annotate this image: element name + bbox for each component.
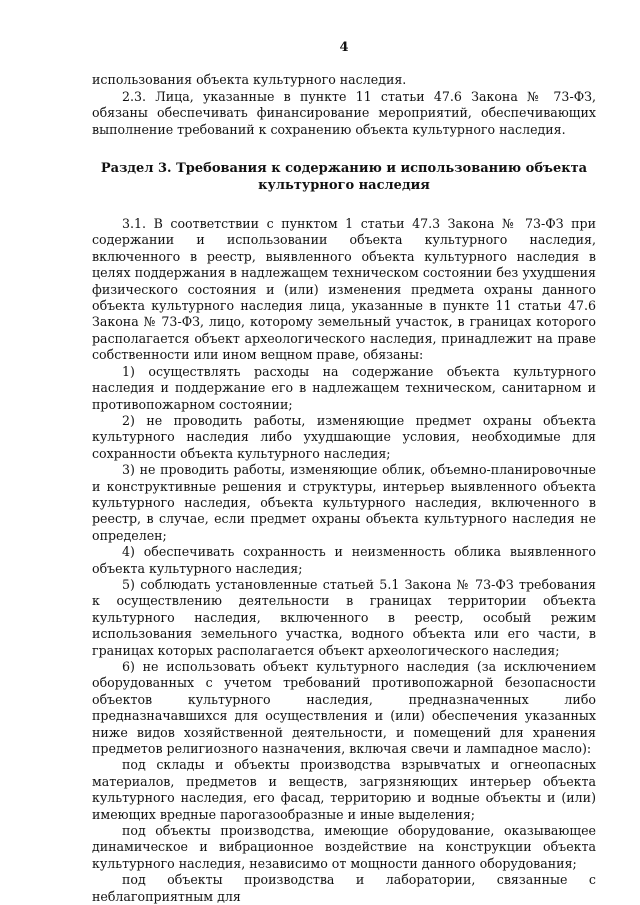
paragraph-3-1: 3.1. В соответствии с пунктом 1 статьи 47.3 Закона № 73-ФЗ при содержании и использовании объекта культурного наследия, включенного в реестр, выявленного объекта культурного наследия в целях поддержания в надлежащем техническом состоянии без ухудшения физического состояния и (или) изменения предмета охраны данного объекта культурного наследия лица, указанные в пункте 11 статьи 47.6 Закона № 73-ФЗ, лицо, которому земельный участок, в границах которого располагается объект археологического наследия, принадлежит на праве собственности или ином вещном праве, обязаны: [92,216,596,363]
list-item-2: 2) не проводить работы, изменяющие предмет охраны объекта культурного наследия либо ухудшающие условия, необходимые для сохранности объекта культурного наследия; [92,412,596,461]
document-page [92,40,596,905]
paragraph-2-3: 2.3. Лица, указанные в пункте 11 статьи 47.6 Закона № 73-ФЗ, обязаны обеспечивать финансирование мероприятий, обеспечивающих выполнение требований к сохранению объекта культурного наследия. [92,88,596,137]
page-number: 4 [339,40,349,55]
list-item-5: 5) соблюдать установленные статьей 5.1 Закона № 73-ФЗ требования к осуществлению деятельности в границах территории объекта культурного наследия, включенного в реестр, особый режим использования земельного участка, водного объекта или его части, в границах которых располагается объект археологического наследия; [92,576,596,658]
sub-item-production-vibration: под объекты производства, имеющие оборудование, оказывающее динамическое и вибрационное воздействие на конструкции объекта культурного наследия, независимо от мощности данного оборудования; [92,823,596,871]
list-item-6: 6) не использовать объект культурного наследия (за исключением оборудованных с учетом требований противопожарной безопасности объектов культурного наследия, предназначенных либо предназначавшихся для осуществления и (или) обеспечения указанных ниже видов хозяйственной деятельности, и помещений для хранения предметов религиозного назначения, включая свечи и лампадное масло): [92,659,596,757]
section-heading [92,160,596,194]
sub-item-laboratories: под объекты производства и лаборатории, связанные с неблагоприятным для [92,872,596,904]
paragraph-continuation: использования объекта культурного наследия. [92,72,407,88]
section-heading-line-2: культурного наследия [258,178,430,194]
sub-item-warehouses: под склады и объекты производства взрывчатых и огнеопасных материалов, предметов и веществ, загрязняющих интерьер объекта культурного наследия, его фасад, территорию и водные объекты и (или) имеющих вредные парогазообразные и иные выделения; [92,757,596,822]
section-heading-line-1: Раздел 3. Требования к содержанию и использованию объекта [100,161,588,177]
list-item-3: 3) не проводить работы, изменяющие облик, объемно-планировочные и конструктивные решения и структуры, интерьер выявленного объекта культурного наследия, объекта культурного наследия, включенного в реестр, в случае, если предмет охраны объекта культурного наследия не определен; [92,462,596,543]
list-item-4: 4) обеспечивать сохранность и неизменность облика выявленного объекта культурного наследия; [92,544,596,576]
list-item-1: 1) осуществлять расходы на содержание объекта культурного наследия и поддержание его в надлежащем техническом, санитарном и противопожарном состоянии; [92,363,596,412]
